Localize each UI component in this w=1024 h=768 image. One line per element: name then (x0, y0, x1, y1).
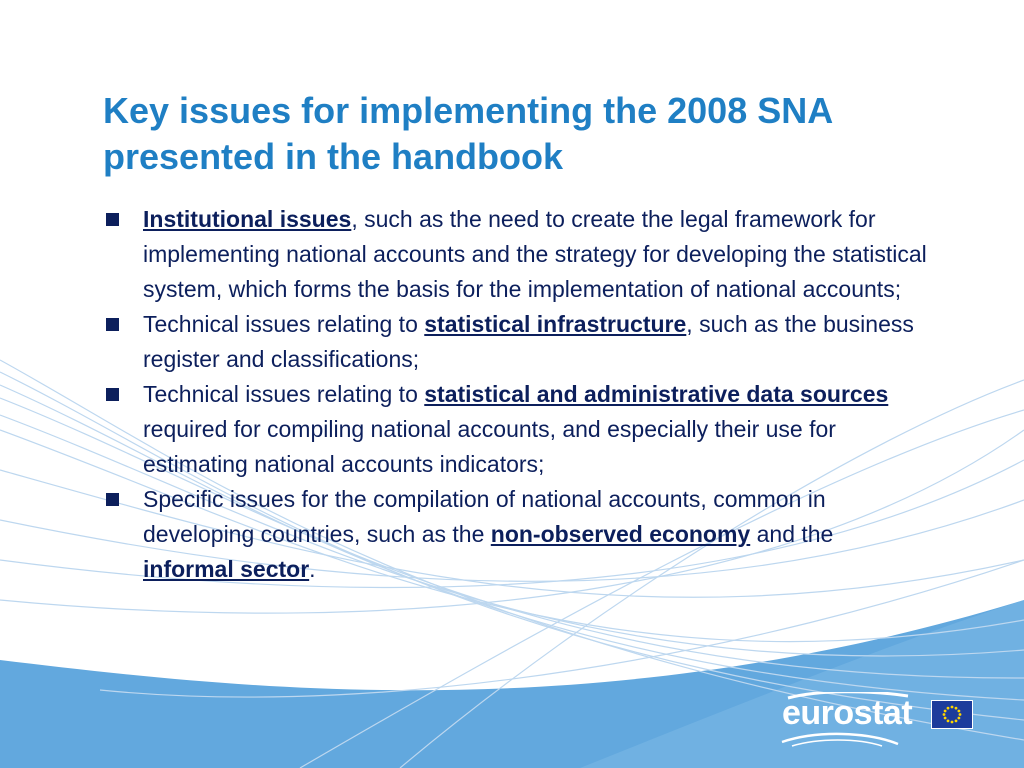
square-bullet-icon (106, 213, 119, 226)
square-bullet-icon (106, 493, 119, 506)
keyword: Institutional issues (143, 206, 352, 232)
bullet-text-after: . (309, 556, 316, 582)
bullet-text-before: Specific issues for the compilation of national accounts, common in developing countries, such as the (143, 486, 826, 547)
page-title: Key issues for implementing the 2008 SNA presented in the handbook (103, 90, 832, 177)
bullet-text-before: Technical issues relating to (143, 381, 425, 407)
bullet-text-middle: , such as the business register and classifications; (143, 311, 914, 372)
keyword: informal sector (143, 556, 310, 582)
keyword: non-observed economy (490, 521, 751, 547)
bullet-text-middle: required for compiling national accounts, and especially their use for estimating national accounts indicators; (143, 416, 836, 477)
eurostat-logo (778, 692, 978, 748)
list-item (100, 377, 930, 482)
square-bullet-icon (106, 318, 119, 331)
keyword: statistical infrastructure (424, 311, 687, 337)
bullet-text-before: Technical issues relating to (143, 311, 425, 337)
list-item (100, 482, 930, 587)
keyword: statistical and administrative data sources (424, 381, 889, 407)
list-item (100, 202, 930, 307)
list-item (100, 307, 930, 377)
logo-text: eurostat (782, 694, 913, 732)
bullet-text-middle: and the (750, 521, 834, 547)
bullet-text-middle: , such as the need to create the legal framework for implementing national accounts and the strategy for developing the statistical system, which forms the basis for the implementation of national accounts; (143, 206, 927, 302)
bullet-list (100, 202, 930, 587)
eu-flag-icon (931, 700, 973, 729)
square-bullet-icon (106, 388, 119, 401)
